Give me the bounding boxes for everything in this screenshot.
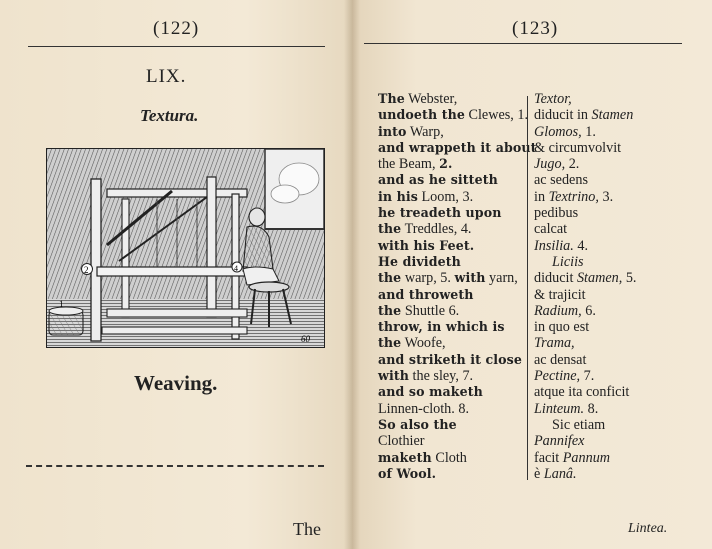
text-segment: of Wool. [378, 465, 437, 481]
text-segment: the [378, 270, 402, 286]
text-segment: The [378, 91, 405, 106]
latin-text-line [534, 368, 694, 384]
text-segment: Pannum [562, 449, 611, 466]
text-segment: ac sedens [534, 172, 588, 189]
english-text-line [378, 107, 528, 123]
english-text-line [378, 384, 528, 400]
english-text-line [378, 401, 528, 417]
latin-text-line [534, 205, 694, 221]
english-text-line [378, 172, 528, 188]
text-segment: 2. [439, 156, 453, 172]
text-segment: è [534, 465, 544, 482]
latin-text-line [534, 450, 694, 466]
column-divider [527, 96, 528, 480]
text-segment: Woofe, [401, 335, 446, 352]
text-segment: Warp, [406, 123, 444, 140]
text-segment: yarn, [485, 270, 518, 287]
english-text-column [378, 91, 537, 482]
plate-number: 60 [301, 334, 310, 344]
text-segment: the sley, 7. [409, 368, 474, 385]
engraving-label-1: 1 [59, 299, 64, 309]
latin-text-line [534, 140, 694, 156]
text-segment: Textor, [534, 91, 572, 107]
latin-text-line [534, 156, 694, 172]
text-segment: Linteum. [534, 400, 585, 417]
text-segment: the [378, 335, 402, 351]
text-segment: Stamen [591, 107, 634, 124]
text-segment: with his Feet. [378, 237, 475, 253]
english-text-line [378, 238, 528, 254]
left-page-number: (122) [153, 18, 200, 39]
text-segment: Clothier [378, 433, 425, 450]
text-segment: into [378, 123, 407, 139]
text-segment: & circumvolvit [534, 139, 622, 156]
text-segment: & trajicit [534, 286, 586, 303]
latin-text-line [534, 384, 694, 400]
text-segment: ac densat [534, 351, 587, 368]
latin-text-line [534, 221, 694, 237]
text-segment: Trama, [534, 335, 575, 352]
text-segment: Stamen, [576, 270, 623, 287]
latin-text-line [534, 254, 694, 270]
english-text-line [378, 368, 528, 384]
text-segment: So also the [378, 416, 457, 432]
text-segment: Insilia. [534, 237, 574, 254]
english-text-line [378, 139, 537, 156]
text-segment: in quo est [534, 319, 590, 336]
english-text-line [378, 156, 528, 172]
left-page [0, 0, 352, 549]
text-segment: with [454, 270, 486, 286]
text-segment: He divideth [378, 253, 461, 269]
text-segment: atque ita conficit [534, 384, 630, 401]
latin-text-line [534, 91, 694, 107]
text-segment: undoeth the [378, 107, 465, 123]
latin-title: Textura. [140, 106, 199, 125]
text-segment: Treddles, 4. [401, 221, 472, 238]
english-text-line [378, 205, 528, 221]
engraving-illustration [47, 149, 324, 347]
left-bottom-rule [26, 465, 324, 467]
text-segment: Pannifex [534, 433, 585, 450]
latin-text-line [534, 238, 694, 254]
text-segment: Textrino, [548, 188, 599, 205]
weaving-engraving [46, 148, 325, 348]
english-text-line [378, 335, 528, 351]
english-text-line [378, 417, 528, 433]
text-segment: Pectine, [534, 368, 581, 385]
latin-text-line [534, 417, 694, 433]
latin-text-line [534, 124, 694, 140]
text-segment: calcat [534, 221, 568, 238]
text-segment: maketh [378, 449, 432, 465]
english-text-line [378, 91, 528, 107]
text-segment: Liciis [552, 253, 584, 270]
text-segment: Sic etiam [552, 416, 606, 433]
right-catchword: Lintea. [628, 521, 668, 536]
text-segment: 2. [565, 156, 580, 173]
latin-text-column [534, 91, 694, 482]
latin-text-line [534, 401, 694, 417]
text-segment: and wrappeth it about [378, 139, 537, 155]
text-segment: 6. [581, 302, 596, 319]
engraving-label-2: 2 [84, 265, 89, 275]
text-segment: 5. [622, 270, 637, 287]
text-segment: in [534, 188, 549, 205]
text-segment: and throweth [378, 286, 474, 302]
latin-text-line [534, 172, 694, 188]
latin-text-line [534, 335, 694, 351]
text-segment: Webster, [404, 91, 458, 107]
text-segment: with [378, 368, 409, 384]
book-gutter [344, 0, 360, 549]
latin-text-line [534, 303, 694, 319]
text-segment: diducit [534, 270, 577, 287]
latin-text-line [534, 107, 694, 123]
english-text-line [378, 189, 528, 205]
text-segment: Radium, [534, 302, 582, 319]
latin-text-line [534, 352, 694, 368]
right-page-number: (123) [512, 18, 559, 39]
english-title: Weaving. [134, 371, 218, 395]
text-segment: Cloth [431, 449, 467, 466]
text-segment: and as he sitteth [378, 172, 498, 188]
left-header-rule [28, 46, 325, 47]
english-text-line [378, 466, 528, 482]
text-segment: and striketh it close [378, 351, 522, 367]
english-text-line [378, 433, 528, 449]
text-segment: pedibus [534, 205, 579, 222]
text-segment: warp, 5. [401, 270, 455, 287]
text-segment: Shuttle 6. [401, 302, 460, 319]
english-text-line [378, 303, 528, 319]
text-segment: 4. [573, 237, 588, 254]
text-segment: 7. [580, 368, 595, 385]
text-segment: diducit in [534, 107, 592, 124]
text-segment: Linnen-cloth. 8. [378, 400, 470, 417]
text-segment: Lanâ. [543, 465, 577, 482]
text-segment: Glomos, [534, 123, 582, 140]
text-segment: and so maketh [378, 384, 483, 400]
text-segment: in his [378, 188, 418, 204]
latin-text-line [534, 287, 694, 303]
text-segment: Clewes, 1. [464, 107, 529, 124]
latin-text-line [534, 319, 694, 335]
latin-text-line [534, 433, 694, 449]
text-segment: throw, in which is [378, 319, 505, 335]
latin-text-line [534, 466, 694, 482]
text-segment: 1. [581, 123, 596, 140]
english-text-line [378, 287, 528, 303]
english-text-line [378, 352, 528, 368]
engraving-label-4: 4 [234, 264, 238, 273]
text-segment: the [378, 302, 402, 318]
text-segment: Loom, 3. [417, 188, 474, 205]
right-header-rule [364, 43, 682, 44]
text-segment: Jugo, [534, 156, 566, 173]
english-text-line [378, 270, 528, 286]
english-text-line [378, 254, 528, 270]
english-text-line [378, 221, 528, 237]
latin-text-line [534, 270, 694, 286]
text-segment: 3. [598, 188, 614, 205]
latin-text-line [534, 189, 694, 205]
text-segment: 8. [584, 400, 599, 417]
english-text-line [378, 450, 528, 466]
text-segment: the Beam, [378, 156, 440, 173]
text-segment: the [378, 221, 402, 237]
left-catchword: The [293, 519, 321, 539]
english-text-line [378, 124, 528, 140]
text-segment: he treadeth upon [378, 205, 502, 221]
english-text-line [378, 319, 528, 335]
chapter-number: LIX. [146, 66, 187, 87]
text-segment: facit [534, 449, 563, 466]
